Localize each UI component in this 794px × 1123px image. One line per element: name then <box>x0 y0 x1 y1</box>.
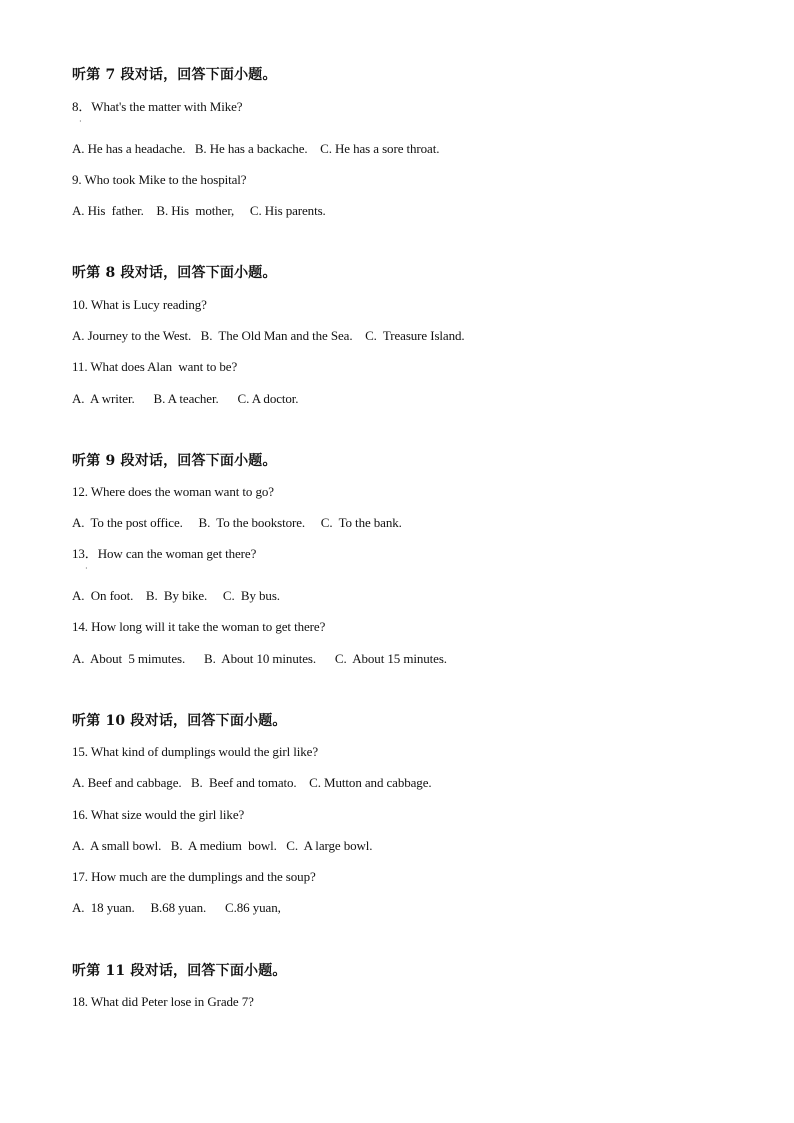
options-9: A. His father. B. His mother, C. His parents. <box>72 203 326 218</box>
question-16: 16. What size would the girl like? <box>72 807 245 822</box>
question-10: 10. What is Lucy reading? <box>72 297 207 312</box>
question-8: 8．What's the matter with Mike? <box>72 99 243 114</box>
options-14: A. About 5 mimutes. B. About 10 minutes. C. About 15 minutes. <box>72 651 447 666</box>
question-11: 11. What does Alan want to be? <box>72 359 238 374</box>
section-heading-9: 听第 9 段对话，回答下面小题。 <box>72 453 277 469</box>
section-heading-11: 听第 11 段对话，回答下面小题。 <box>72 963 287 979</box>
stray-dot-mark: · <box>79 117 82 126</box>
options-12: A. To the post office. B. To the bookstore. C. To the bank. <box>72 515 402 530</box>
section-heading-8: 听第 8 段对话，回答下面小题。 <box>72 265 277 281</box>
options-11: A. A writer. B. A teacher. C. A doctor. <box>72 391 299 406</box>
options-8: A. He has a headache. B. He has a backache. C. He has a sore throat. <box>72 141 440 156</box>
question-14: 14. How long will it take the woman to get there? <box>72 619 326 634</box>
question-9: 9. Who took Mike to the hospital? <box>72 172 247 187</box>
section-heading-10: 听第 10 段对话，回答下面小题。 <box>72 713 287 729</box>
question-17: 17. How much are the dumplings and the soup? <box>72 869 316 884</box>
options-17: A. 18 yuan. B.68 yuan. C.86 yuan, <box>72 900 281 915</box>
question-18: 18. What did Peter lose in Grade 7? <box>72 994 254 1009</box>
stray-dot-mark: · <box>85 564 88 573</box>
question-15: 15. What kind of dumplings would the girl like? <box>72 744 319 759</box>
section-heading-7: 听第 7 段对话，回答下面小题。 <box>72 67 277 83</box>
options-15: A. Beef and cabbage. B. Beef and tomato. C. Mutton and cabbage. <box>72 775 432 790</box>
options-10: A. Journey to the West. B. The Old Man and the Sea. C. Treasure Island. <box>72 328 465 343</box>
question-13: 13．How can the woman get there? <box>72 546 257 561</box>
question-12: 12. Where does the woman want to go? <box>72 484 274 499</box>
options-13: A. On foot. B. By bike. C. By bus. <box>72 588 280 603</box>
options-16: A. A small bowl. B. A medium bowl. C. A large bowl. <box>72 838 373 853</box>
